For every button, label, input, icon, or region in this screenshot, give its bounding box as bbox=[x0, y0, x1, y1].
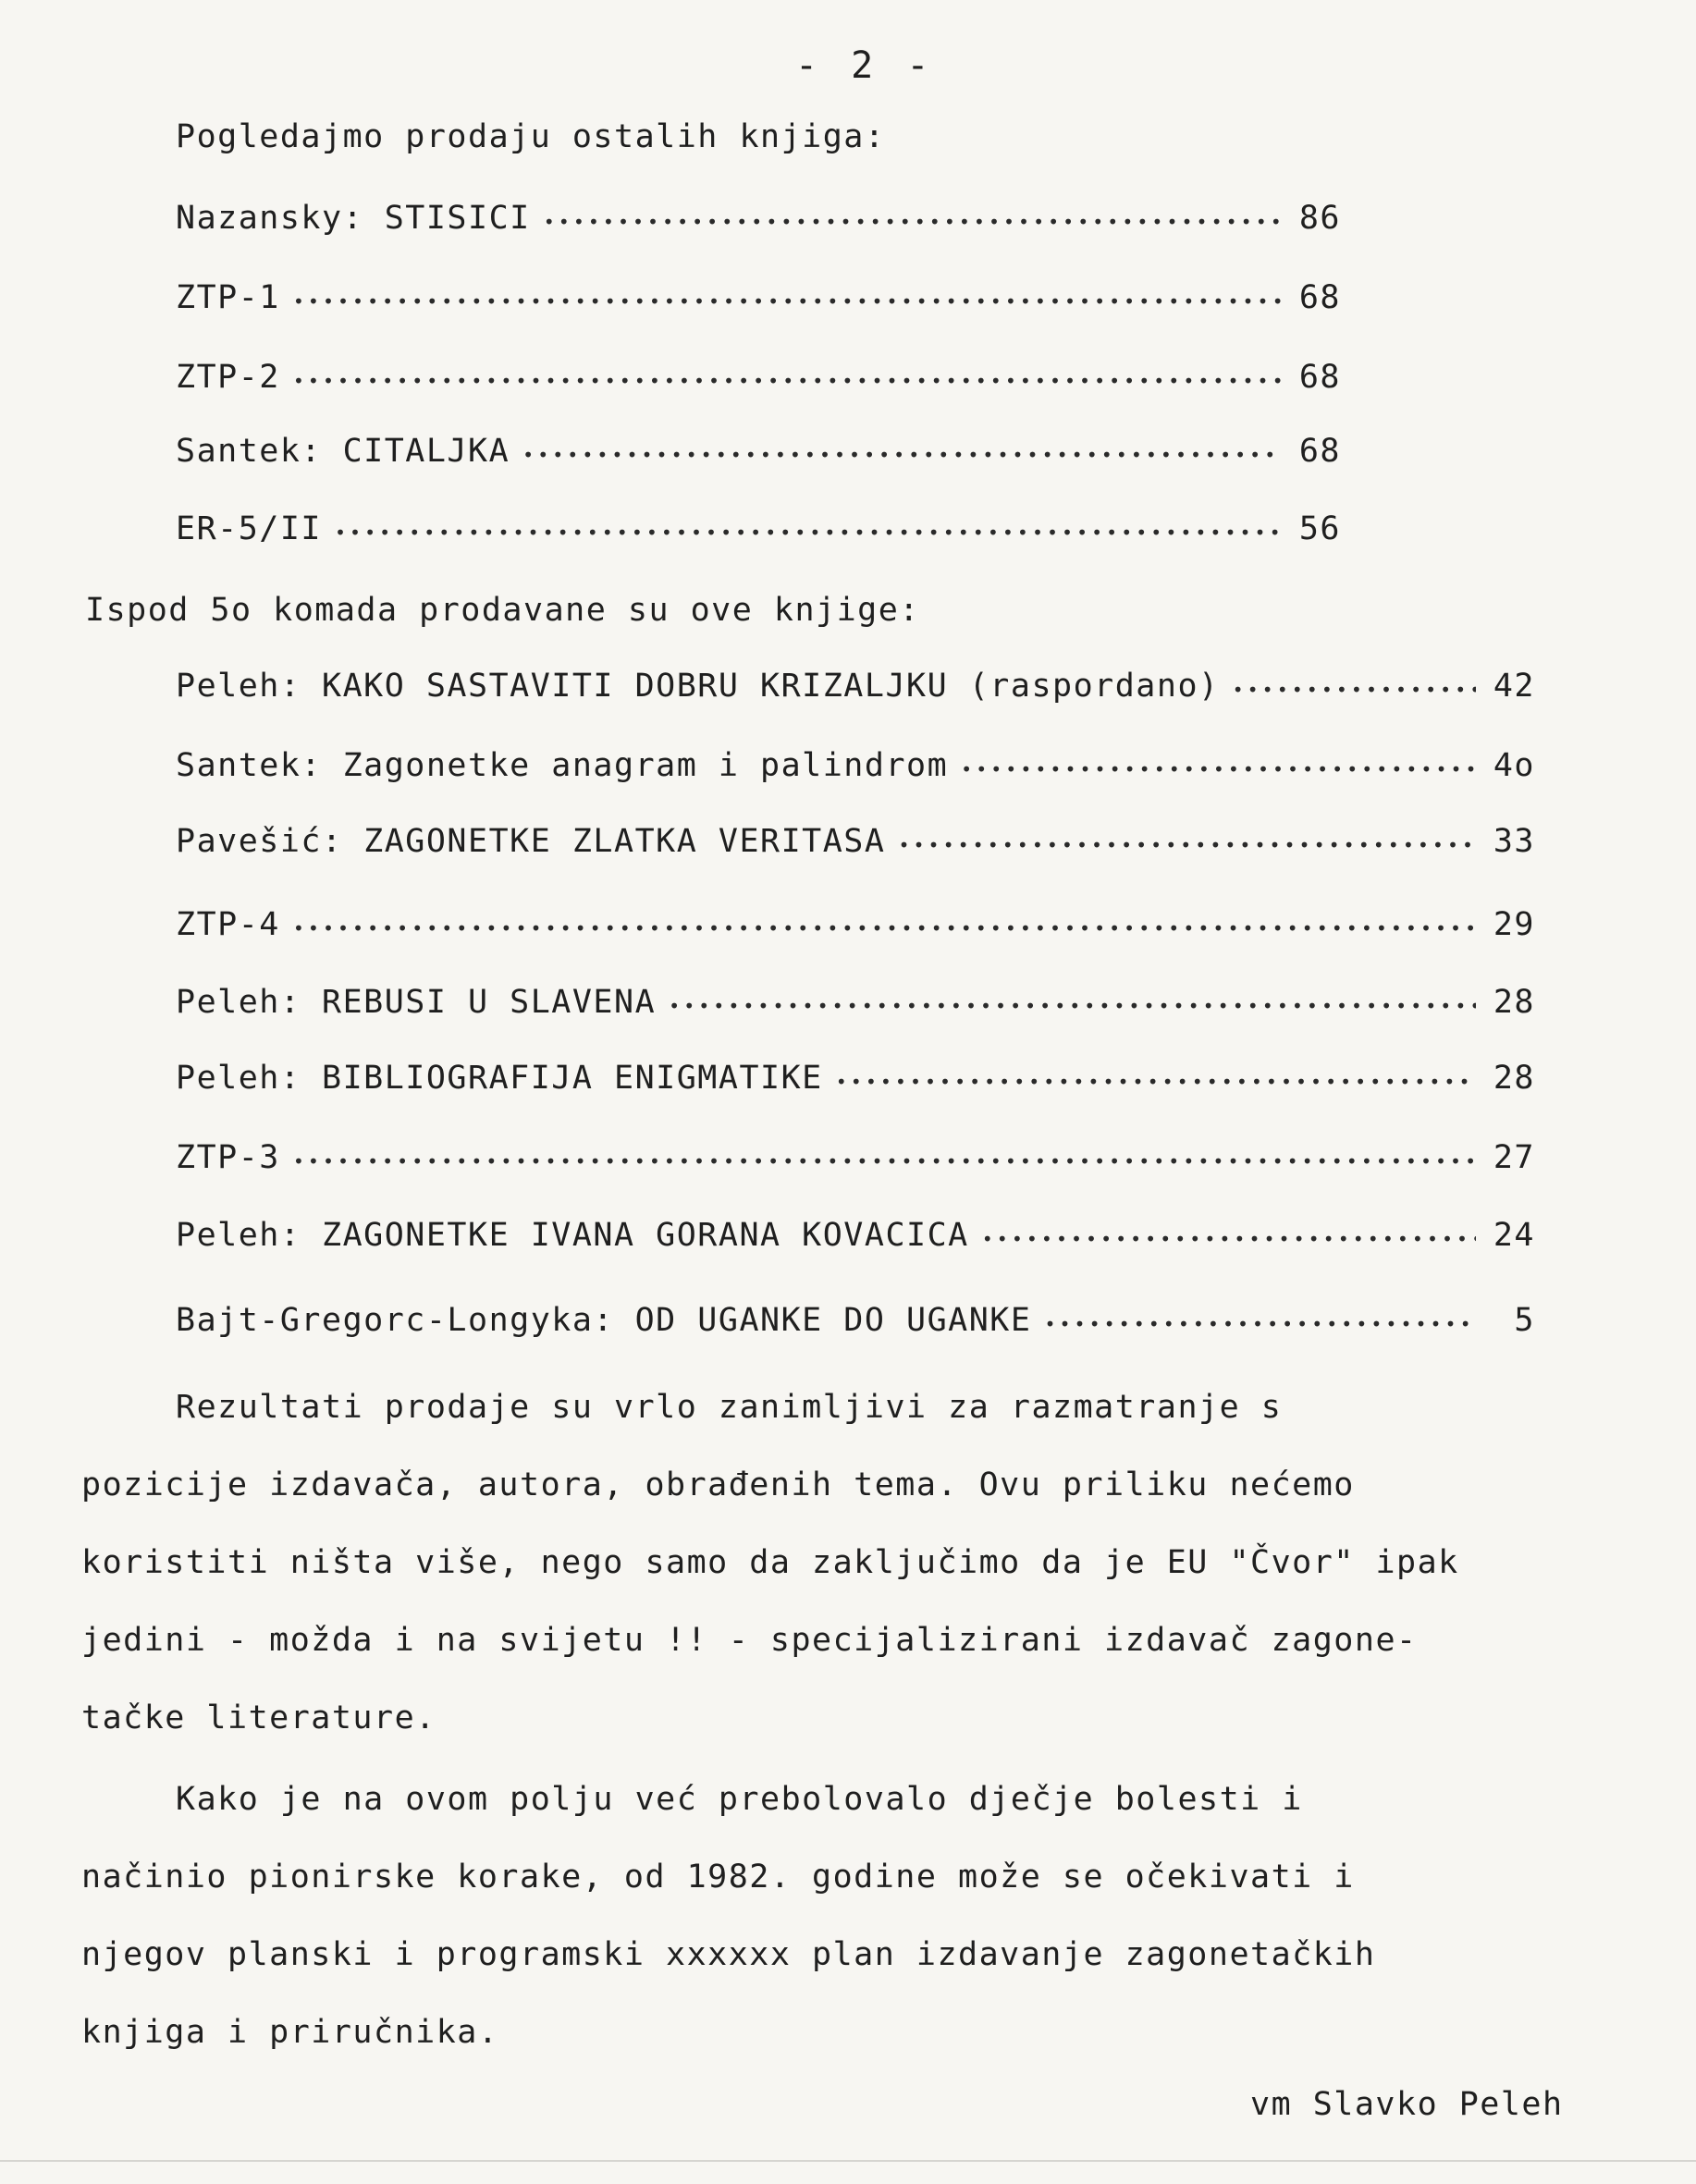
book-title: Peleh: BIBLIOGRAFIJA ENIGMATIKE bbox=[176, 1060, 823, 1097]
text-line: načinio pionirske korake, od 1982. godine može se očekivati i bbox=[81, 1859, 1355, 1896]
leader-dots bbox=[982, 1217, 1476, 1254]
sales-entry bbox=[176, 433, 1341, 479]
sales-entry bbox=[176, 510, 1341, 557]
sales-entry bbox=[176, 200, 1341, 246]
text-line: koristiti ništa više, nego samo da zaključimo da je EU "Čvor" ipak bbox=[81, 1544, 1459, 1581]
sales-count: 27 bbox=[1493, 1139, 1535, 1176]
scan-edge-line bbox=[0, 2160, 1696, 2162]
sales-entry bbox=[176, 279, 1341, 325]
text-line: knjiga i priručnika. bbox=[81, 2014, 499, 2051]
intro-line: Pogledajmo prodaju ostalih knjiga: bbox=[176, 118, 886, 155]
sales-count: 68 bbox=[1298, 433, 1341, 470]
sales-count: 86 bbox=[1298, 200, 1341, 237]
sales-count: 68 bbox=[1298, 279, 1341, 316]
leader-dots bbox=[1044, 1302, 1476, 1339]
text-line: jedini - možda i na svijetu !! - specijalizirani izdavač zagone- bbox=[81, 1622, 1418, 1659]
sales-count: 28 bbox=[1493, 984, 1535, 1021]
sales-count: 24 bbox=[1493, 1217, 1535, 1254]
leader-dots bbox=[293, 906, 1476, 943]
book-title: Santek: Zagonetke anagram i palindrom bbox=[176, 747, 949, 784]
sales-entry bbox=[176, 668, 1535, 714]
book-title: ZTP-2 bbox=[176, 359, 280, 396]
sales-count: 56 bbox=[1298, 510, 1341, 547]
sales-count: 33 bbox=[1493, 823, 1535, 860]
sales-entry bbox=[176, 747, 1535, 793]
leader-dots bbox=[293, 1139, 1476, 1176]
book-title: Bajt-Gregorc-Longyka: OD UGANKE DO UGANKE bbox=[176, 1302, 1032, 1339]
book-title: Nazansky: STISICI bbox=[176, 200, 531, 237]
book-title: ZTP-3 bbox=[176, 1139, 280, 1176]
book-title: Peleh: ZAGONETKE IVANA GORANA KOVACICA bbox=[176, 1217, 969, 1254]
sales-count: 28 bbox=[1493, 1060, 1535, 1097]
sales-entry bbox=[176, 984, 1535, 1030]
leader-dots bbox=[669, 984, 1476, 1021]
sales-entry bbox=[176, 1217, 1535, 1263]
sales-entry bbox=[176, 1060, 1535, 1106]
paragraph-outlook bbox=[81, 1761, 1375, 2071]
sales-count: 29 bbox=[1493, 906, 1535, 943]
sales-entry bbox=[176, 823, 1535, 869]
leader-dots bbox=[522, 433, 1282, 470]
leader-dots bbox=[544, 200, 1282, 237]
sales-entry bbox=[176, 906, 1535, 952]
leader-dots bbox=[335, 510, 1282, 547]
book-title: Peleh: KAKO SASTAVITI DOBRU KRIZALJKU (raspordano) bbox=[176, 668, 1220, 705]
book-title: Pavešić: ZAGONETKE ZLATKA VERITASA bbox=[176, 823, 886, 860]
sales-entry bbox=[176, 1139, 1535, 1185]
group2-heading: Ispod 5o komada prodavane su ove knjige: bbox=[85, 592, 920, 629]
leader-dots bbox=[293, 359, 1282, 396]
leader-dots bbox=[961, 747, 1476, 784]
sales-count: 68 bbox=[1298, 359, 1341, 396]
book-title: Peleh: REBUSI U SLAVENA bbox=[176, 984, 657, 1021]
book-title: ZTP-1 bbox=[176, 279, 280, 316]
text-line: tačke literature. bbox=[81, 1699, 436, 1736]
sales-count: 4o bbox=[1493, 747, 1535, 784]
leader-dots bbox=[293, 279, 1282, 316]
sales-entry bbox=[176, 359, 1341, 405]
text-line: Rezultati prodaje su vrlo zanimljivi za razmatranje s bbox=[176, 1389, 1283, 1426]
leader-dots bbox=[898, 823, 1476, 860]
sales-count: 42 bbox=[1493, 668, 1535, 705]
sales-count: 5 bbox=[1514, 1302, 1535, 1339]
leader-dots bbox=[836, 1060, 1476, 1097]
page-number: - 2 - bbox=[795, 44, 935, 87]
text-line: Kako je na ovom polju već prebolovalo dječje bolesti i bbox=[176, 1781, 1303, 1818]
book-title: Santek: CITALJKA bbox=[176, 433, 510, 470]
text-line: pozicije izdavača, autora, obrađenih tema. Ovu priliku nećemo bbox=[81, 1466, 1355, 1503]
book-title: ER-5/II bbox=[176, 510, 323, 547]
book-title: ZTP-4 bbox=[176, 906, 280, 943]
leader-dots bbox=[1233, 668, 1476, 705]
text-line: njegov planski i programski xxxxxx plan izdavanje zagonetačkih bbox=[81, 1936, 1376, 1973]
signature: vm Slavko Peleh bbox=[1250, 2086, 1564, 2123]
paragraph-results bbox=[81, 1368, 1459, 1757]
sales-entry bbox=[176, 1302, 1535, 1348]
